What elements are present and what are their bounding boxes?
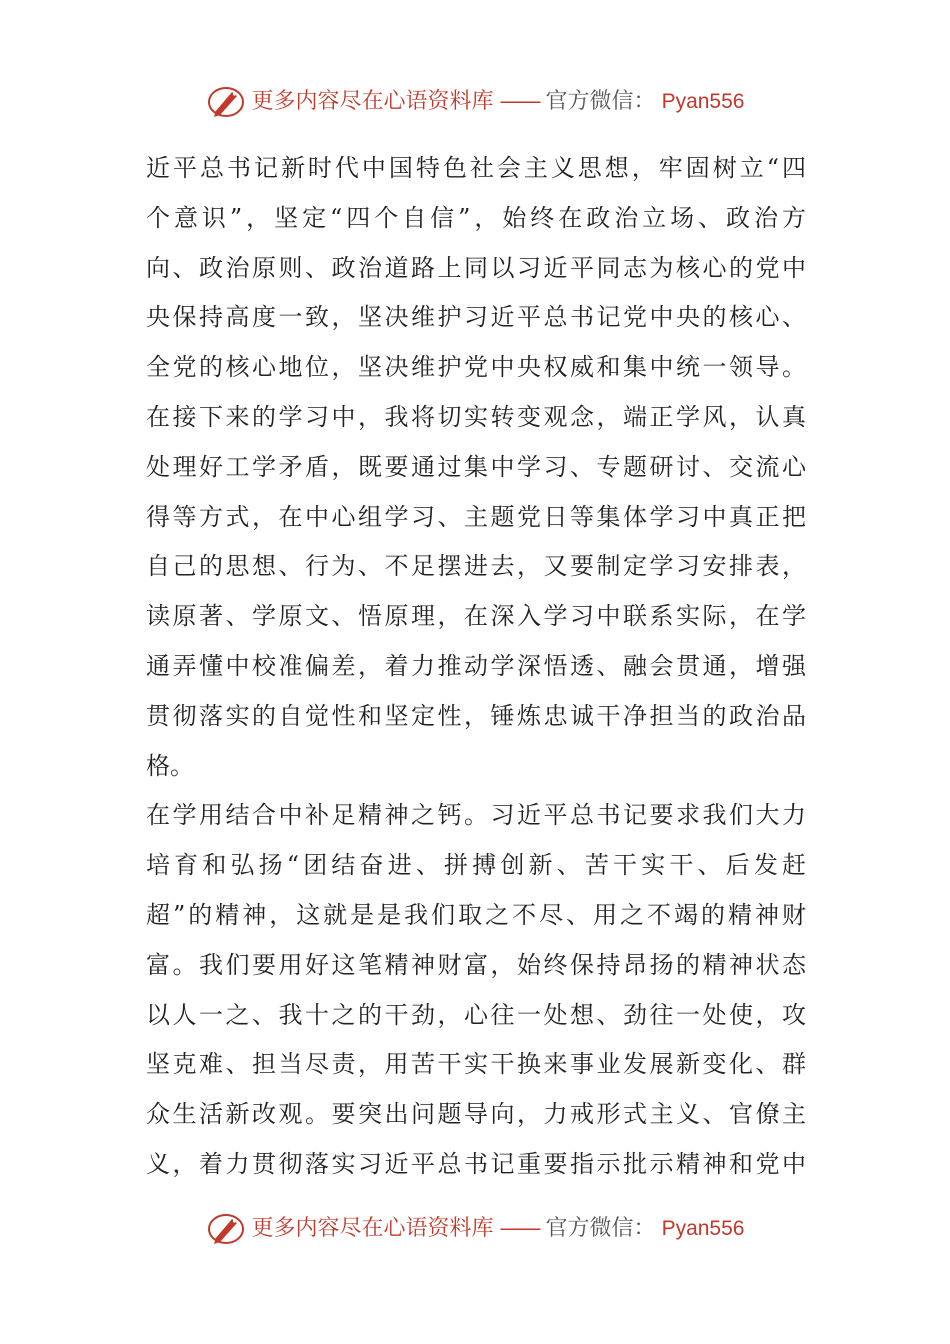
text-line: 众生活新改观。要突出问题导向，力戒形式主义、官僚主	[146, 1100, 806, 1129]
text-line: 读原著、学原文、悟原理，在深入学习中联系实际，在学	[146, 602, 806, 631]
watermark-label: 官方微信：	[545, 1216, 656, 1241]
text-line: 超”的精神，这就是是我们取之不尽、用之不竭的精神财	[146, 900, 806, 929]
text-line: 在学用结合中补足精神之钙。习近平总书记要求我们大力	[146, 801, 806, 830]
text-line: 得等方式，在中心组学习、主题党日等集体学习中真正把	[146, 502, 806, 531]
text-line: 通弄懂中校准偏差，着力推动学深悟透、融会贯通，增强	[146, 651, 806, 680]
watermark-id: Pyan556	[661, 90, 745, 113]
text-line: 贯彻落实的自觉性和坚定性，锤炼忠诚干净担当的政治品	[146, 701, 806, 730]
text-line: 以人一之、我十之的干劲，心往一处想、劲往一处使，攻	[146, 1000, 806, 1029]
text-line: 自己的思想、行为、不足摆进去，又要制定学习安排表，	[146, 552, 806, 581]
text-line: 在接下来的学习中，我将切实转变观念，端正学风，认真	[146, 402, 806, 431]
text-line: 全党的核心地位，坚决维护党中央权威和集中统一领导。	[146, 353, 806, 382]
text-line: 坚克难、担当尽责，用苦干实干换来事业发展新变化、群	[146, 1050, 806, 1079]
text-line: 近平总书记新时代中国特色社会主义思想，牢固树立“四	[146, 154, 806, 182]
text-line: 央保持高度一致，坚决维护习近平总书记党中央的核心、	[146, 303, 806, 332]
watermark-label: 官方微信：	[545, 89, 656, 114]
text-line: 培育和弘扬“团结奋进、拼搏创新、苦干实干、后发赶	[146, 851, 806, 880]
text-line: 义，着力贯彻落实习近平总书记重要指示批示精神和党中	[146, 1149, 806, 1178]
document-body	[146, 144, 806, 1190]
header-watermark	[0, 82, 950, 122]
text-line: 个意识”，坚定“四个自信”，始终在政治立场、政治方	[146, 203, 806, 232]
watermark-main-text: 更多内容尽在心语资料库	[251, 1216, 494, 1241]
text-line: 富。我们要用好这笔精神财富，始终保持昂扬的精神状态	[146, 950, 806, 979]
watermark-id: Pyan556	[661, 1217, 745, 1240]
pen-logo-icon	[206, 84, 246, 120]
watermark-main-text: 更多内容尽在心语资料库	[251, 89, 494, 114]
watermark-dash: ——	[499, 1216, 540, 1241]
text-line: 处理好工学矛盾，既要通过集中学习、专题研讨、交流心	[146, 452, 806, 481]
footer-watermark	[0, 1209, 950, 1249]
watermark-dash: ——	[499, 89, 540, 114]
text-line: 格。	[146, 751, 194, 780]
pen-logo-icon	[206, 1211, 246, 1247]
text-line: 向、政治原则、政治道路上同以习近平同志为核心的党中	[146, 253, 806, 282]
